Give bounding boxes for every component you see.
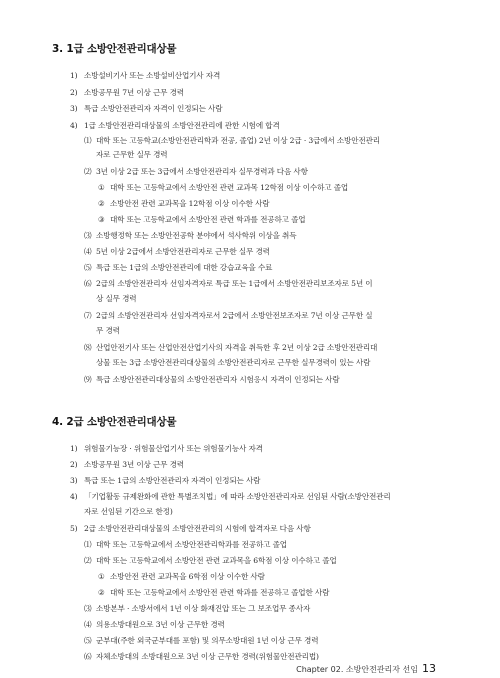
sub-item: ⑶ 소방행정학 또는 소방안전공학 분야에서 석사학위 이상을 취득 [84, 231, 297, 240]
sub-item: ⑵ 3년 이상 2급 또는 3급에서 소방안전관리자 실무경력과 다음 사항 [84, 167, 308, 176]
sub-sub-item: ③ 대학 또는 고등학교에서 소방안전 관련 학과를 전공하고 졸업 [98, 215, 306, 224]
list-item-continuation: 자로 선임된 기간으로 한정) [84, 507, 173, 516]
list-item: 4) 1급 소방안전관리대상물의 소방안전관리에 관한 시험에 합격 [70, 121, 280, 130]
sub-item: ⑷ 5년 이상 2급에서 소방안전관리자로 근무한 실무 경력 [84, 247, 270, 256]
sub-sub-item: ① 소방안전 관련 교과목을 6학점 이상 이수한 사람 [98, 572, 265, 581]
sub-item-continuation: 자로 근무한 실무 경력 [96, 150, 168, 159]
section-4-title: 4. 2급 소방안전관리대상물 [52, 416, 177, 428]
sub-item-continuation: 무 경력 [96, 326, 120, 335]
list-item: 1) 소방설비기사 또는 소방설비산업기사 자격 [70, 71, 221, 80]
page-number: 13 [422, 662, 436, 675]
sub-sub-item: ① 대학 또는 고등학교에서 소방안전 관련 교과목 12학점 이상 이수하고 졸업 [98, 183, 349, 192]
list-item: 3) 특급 또는 1급의 소방안전관리자 자격이 인정되는 사람 [70, 476, 261, 485]
list-item: 3) 특급 소방안전관리자 자격이 인정되는 사람 [70, 104, 223, 113]
sub-item: ⑴ 대학 또는 고등학교에서 소방안전관리학과를 전공하고 졸업 [84, 540, 287, 549]
sub-item: ⑹ 자체소방대의 소방대원으로 3년 이상 근무한 경력(위험물안전관리법) [84, 652, 319, 661]
sub-item-continuation: 상물 또는 3급 소방안전관리대상물의 소방안전관리자로 근무한 실무경력이 있는 사람 [96, 358, 371, 367]
sub-item: ⑺ 2급의 소방안전관리자 선임자격자로서 2급에서 소방안전보조자로 7년 이상 근무한 실 [84, 311, 373, 320]
list-item: 5) 2급 소방안전관리대상물의 소방안전관리의 시험에 합격자로 다음 사항 [70, 524, 311, 533]
sub-item-continuation: 상 실무 경력 [96, 294, 137, 303]
list-item: 4) 「기업활동 규제완화에 관한 특별조치법」에 따라 소방안전관리자로 선임된 사람(소방안전관리 [70, 492, 391, 501]
sub-item: ⑸ 군부대(주한 외국군부대를 포함) 및 의무소방대원 1년 이상 근무 경력 [84, 636, 319, 645]
sub-item: ⑵ 대학 또는 고등학교에서 소방안전 관련 교과목을 6학점 이상 이수하고 졸업 [84, 556, 337, 565]
sub-item: ⑶ 소방본부 · 소방서에서 1년 이상 화재진압 또는 그 보조업무 종사자 [84, 604, 311, 613]
list-item: 2) 소방공무원 3년 이상 근무 경력 [70, 460, 184, 469]
sub-item: ⑻ 산업안전기사 또는 산업안전산업기사의 자격을 취득한 후 2년 이상 2급 소방안전관리대 [84, 343, 378, 352]
sub-item: ⑼ 특급 소방안전관리대상물의 소방안전관리자 시험응시 자격이 인정되는 사람 [84, 375, 340, 384]
list-item: 2) 소방공무원 7년 이상 근무 경력 [70, 88, 184, 97]
sub-item: ⑸ 특급 또는 1급의 소방안전관리에 대한 강습교육을 수료 [84, 263, 273, 272]
sub-item: ⑴ 대학 또는 고등학교(소방안전관리학과 전공, 졸업) 2년 이상 2급 · 3급에서 소방안전관리 [84, 136, 380, 145]
sub-sub-item: ② 소방안전 관련 교과목을 12학점 이상 이수한 사람 [98, 199, 270, 208]
sub-sub-item: ② 대학 또는 고등학교에서 소방안전 관련 학과를 전공하고 졸업한 사람 [98, 588, 330, 597]
section-3-title: 3. 1급 소방안전관리대상물 [52, 43, 177, 55]
list-item: 1) 위험물기능장 · 위험물산업기사 또는 위험물기능사 자격 [70, 444, 263, 453]
sub-item: ⑹ 2급의 소방안전관리자 선임자격자로 특급 또는 1급에서 소방안전관리보조자로 5년 이 [84, 279, 373, 288]
chapter-label: Chapter 02. 소방안전관리자 선임 [296, 665, 418, 674]
page-footer [296, 662, 436, 675]
sub-item: ⑷ 의용소방대원으로 3년 이상 근무한 경력 [84, 620, 225, 629]
